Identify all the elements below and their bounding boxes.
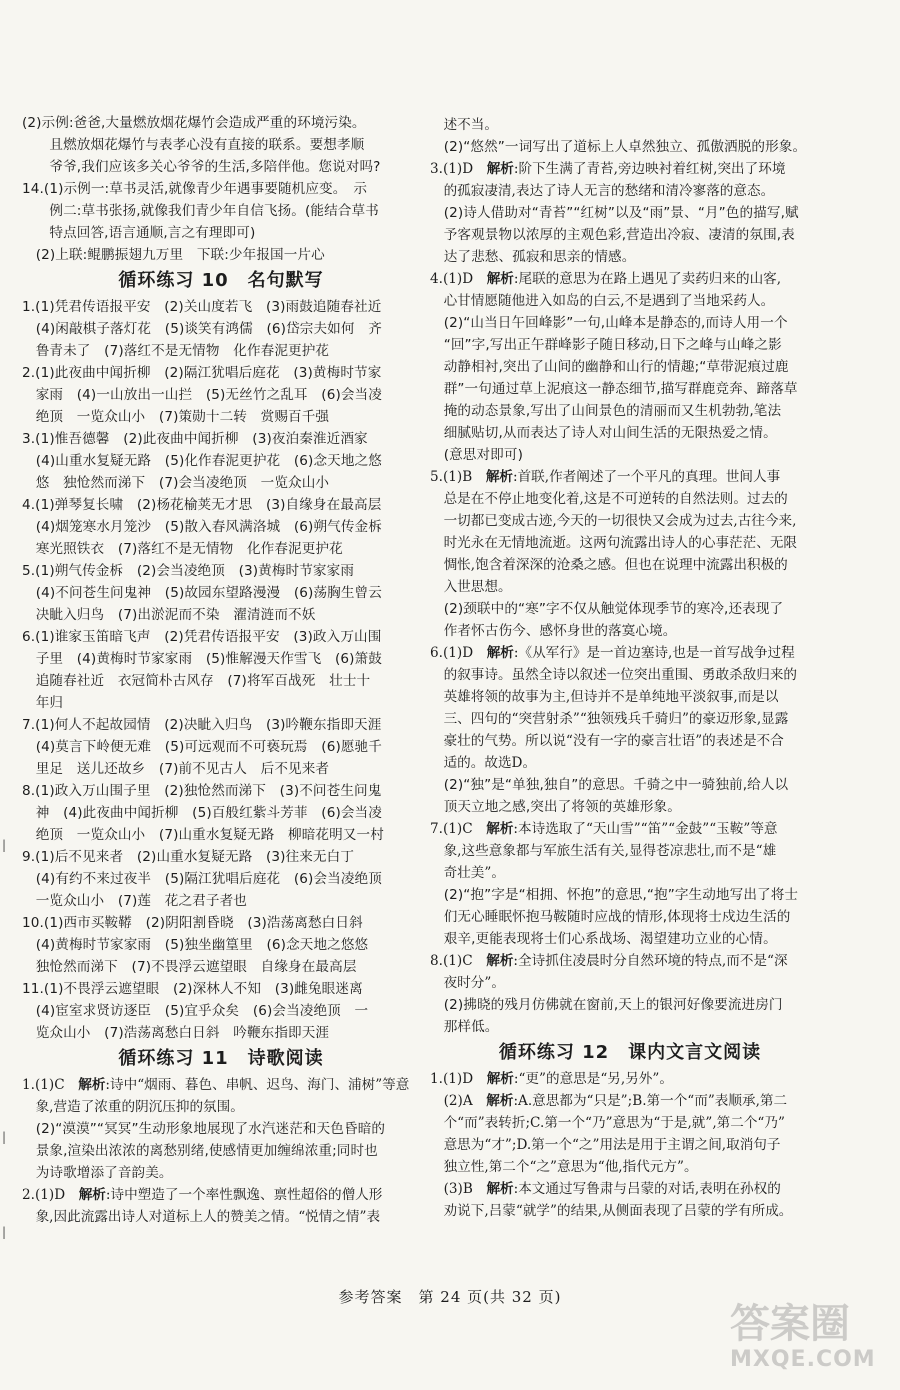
answer-line: 顶天立地之感,突出了将领的英雄形象。	[430, 799, 681, 815]
answer-line: (4)闲敲棋子落灯花 (5)谈笑有鸿儒 (6)岱宗夫如何 齐	[22, 321, 382, 337]
answer-line: 象,营造了浓重的阴沉压抑的氛围。	[22, 1099, 244, 1115]
answer-line: (4)山重水复疑无路 (5)化作春泥更护花 (6)念天地之悠	[22, 453, 382, 469]
analysis-keyword: 解析	[486, 645, 514, 661]
answer-line: (4)莫言下岭便无难 (5)可远观而不可亵玩焉 (6)愿驰千	[22, 739, 382, 755]
answer-line: 1.(1)C 解析:诗中“烟雨、暮色、串帆、迟鸟、海门、浦树”等意	[22, 1077, 410, 1093]
answer-line: 里足 送儿还故乡 (7)前不见古人 后不见来者	[22, 761, 330, 777]
answer-line: 独怆然而涕下 (7)不畏浮云遮望眼 自缘身在最高层	[22, 959, 357, 975]
answer-line: 达了悲愁、孤寂和思亲的情感。	[430, 249, 636, 265]
answer-line: 10.(1)西市买鞍鞯 (2)阴阳割昏晓 (3)浩荡离愁白日斜	[22, 915, 363, 931]
answer-line: “回”字,写出正午群峰影子随日移动,日下之峰与山峰之影	[430, 337, 782, 353]
page-footer: 参考答案 第 24 页(共 32 页)	[338, 1288, 562, 1306]
answer-line: 8.(1)政入万山围子里 (2)独怆然而涕下 (3)不问苍生问鬼	[22, 783, 382, 799]
answer-line: 艰辛,更能表现将士们心系战场、渴望建功立业的心情。	[430, 931, 777, 947]
answer-line: 那样低。	[430, 1019, 499, 1035]
answer-line: 且燃放烟花爆竹与表孝心没有直接的联系。要想孝顺	[22, 137, 365, 153]
answer-line: 英雄将领的故事为主,但诗并不是单纯地平淡叙事,而是以	[430, 689, 779, 705]
answer-line: 2.(1)D 解析:诗中塑造了一个率性飘逸、禀性超俗的僧人形	[22, 1187, 383, 1203]
answer-line: 一切都已变成古迹,今天的一切很快又会成为过去,古往今来,	[430, 513, 797, 529]
answer-line: 6.(1)谁家玉笛暗飞声 (2)凭君传语报平安 (3)政入万山围	[22, 629, 382, 645]
answer-line: 象,这些意象都与军旅生活有关,显得苍凉悲壮,而不是“雄	[430, 843, 777, 859]
answer-line: 掩的动态景象,写出了山间景色的清丽而又生机勃勃,笔法	[430, 403, 782, 419]
answer-line: 意思为“才”;D.第一个“之”用法是用于主谓之间,取消句子	[430, 1137, 781, 1153]
answer-line: (2)拂晓的残月仿佛就在窗前,天上的银河好像要流进房门	[430, 997, 783, 1013]
answer-line: 作者怀古伤今、感怀身世的落寞心境。	[430, 623, 677, 639]
analysis-keyword: 解析	[486, 1181, 514, 1197]
analysis-keyword: 解析	[78, 1187, 106, 1203]
answer-line: 览众山小 (7)浩荡离愁白日斜 吟鞭东指即天涯	[22, 1025, 330, 1041]
answer-line: 奇壮美”。	[430, 865, 505, 881]
answer-line: 细腻贴切,从而表达了诗人对山间生活的无限热爱之情。	[430, 425, 777, 441]
left-column	[22, 112, 420, 1228]
answer-line: 独立性,第二个“之”意思为“他,指代元方”。	[430, 1159, 698, 1175]
answer-line: 鲁青未了 (7)落红不是无情物 化作春泥更护花	[22, 343, 330, 359]
answer-line: 适的。故选D。	[430, 755, 537, 771]
answer-line: 豪壮的气势。所以说“没有一字的豪言壮语”的表述是不合	[430, 733, 784, 749]
answer-line: 1.(1)凭君传语报平安 (2)关山度若飞 (3)雨鼓追随春社近	[22, 299, 382, 315]
answer-line: (2)“漠漠”“冥冥”生动形象地展现了水汽迷茫和天色昏暗的	[22, 1121, 386, 1137]
answer-line: (2)“山当日午回峰影”一句,山峰本是静态的,而诗人用一个	[430, 315, 788, 331]
margin-mark: |	[2, 838, 7, 852]
answer-line: 家雨 (4)一山放出一山拦 (5)无丝竹之乱耳 (6)会当凌	[22, 387, 382, 403]
answer-line: (2)“抱”字是“相拥、怀抱”的意思,“抱”字生动地写出了将士	[430, 887, 799, 903]
answer-line: 景象,渲染出浓浓的离愁别绪,使感情更加缠绵浓重;同时也	[22, 1143, 378, 1159]
answer-line: 3.(1)惟吾德馨 (2)此夜曲中闻折柳 (3)夜泊秦淮近酒家	[22, 431, 368, 447]
analysis-keyword: 解析	[486, 953, 514, 969]
answer-line: (3)B 解析:本文通过写鲁肃与吕蒙的对话,表明在孙权的	[430, 1181, 781, 1197]
answer-line: 惆怅,饱含着深深的沧桑之感。但也在说理中流露出积极的	[430, 557, 788, 573]
answer-line: 3.(1)D 解析:阶下生满了青苔,旁边映衬着红树,突出了环境	[430, 161, 786, 177]
answer-line: 的叙事诗。虽然全诗以叙述一位突出重围、勇敢杀敌归来的	[430, 667, 798, 683]
answer-line: 动静相衬,突出了山间的幽静和山行的情趣;“草带泥痕过鹿	[430, 359, 789, 375]
answer-line: 的孤寂凄清,表达了诗人无言的愁绪和清冷寥落的意态。	[430, 183, 775, 199]
section-heading: 循环练习 11 诗歌阅读	[118, 1048, 324, 1069]
answer-line: 三、四句的“突营射杀”“独领残兵千骑归”的豪迈形象,显露	[430, 711, 789, 727]
answer-line: 群”一句通过草上泥痕这一静态细节,描写群鹿竞奔、蹄落草	[430, 381, 798, 397]
answer-line: (2)颈联中的“寒”字不仅从触觉体现季节的寒冷,还表现了	[430, 601, 784, 617]
answer-line: 为诗歌增添了音韵美。	[22, 1165, 173, 1181]
answer-line: 5.(1)朔气传金柝 (2)会当凌绝顶 (3)黄梅时节家家雨	[22, 563, 355, 579]
analysis-keyword: 解析	[486, 1071, 514, 1087]
answer-line: (2)“独”是“单独,独自”的意思。千骑之中一骑独前,给人以	[430, 777, 789, 793]
answer-line: 们无心睡眠怀抱马鞍随时应战的情形,体现将士戍边生活的	[430, 909, 791, 925]
watermark-cn: 答案圈	[730, 1301, 850, 1347]
answer-line: 特点回答,语言通顺,言之有理即可)	[22, 225, 256, 241]
answer-line: 6.(1)D 解析:《从军行》是一首边塞诗,也是一首写战争过程	[430, 645, 795, 661]
watermark-en: MXQE.COM	[730, 1347, 876, 1372]
margin-mark: |	[2, 1225, 7, 1239]
analysis-keyword: 解析	[486, 161, 514, 177]
answer-line: (4)不问苍生问鬼神 (5)故园东望路漫漫 (6)荡胸生曾云	[22, 585, 382, 601]
analysis-keyword: 解析	[78, 1077, 106, 1093]
answer-line: (4)有约不来过夜半 (5)隔江犹唱后庭花 (6)会当凌绝顶	[22, 871, 382, 887]
answer-line: (4)黄梅时节家家雨 (5)独坐幽篁里 (6)念天地之悠悠	[22, 937, 369, 953]
answer-line: 7.(1)何人不起故园情 (2)决眦入归鸟 (3)吟鞭东指即天涯	[22, 717, 382, 733]
answer-line: 时光永在无情地流逝。这两句流露出诗人的心事茫茫、无限	[430, 535, 798, 551]
answer-line: 劝说下,吕蒙“就学”的结果,从侧面表现了吕蒙的学有所成。	[430, 1203, 793, 1219]
answer-line: 7.(1)C 解析:本诗选取了“天山雪”“笛”“金鼓”“玉鞍”等意	[430, 821, 778, 837]
answer-line: 象,因此流露出诗人对道标上人的赞美之情。“悦情之情”表	[22, 1209, 381, 1225]
answer-line: (2)诗人借助对“青苔”“红树”以及“雨”景、“月”色的描写,赋	[430, 205, 799, 221]
answer-line: 夜时分”。	[430, 975, 505, 991]
answer-line: 神 (4)此夜曲中闻折柳 (5)百般红紫斗芳菲 (6)会当凌	[22, 805, 382, 821]
answer-line: 9.(1)后不见来者 (2)山重水复疑无路 (3)往来无白丁	[22, 849, 355, 865]
answer-line: 一览众山小 (7)莲 花之君子者也	[22, 893, 247, 909]
answer-line: 2.(1)此夜曲中闻折柳 (2)隔江犹唱后庭花 (3)黄梅时节家	[22, 365, 382, 381]
watermark-logo	[730, 1300, 880, 1384]
answer-line: 14.(1)示例一:草书灵活,就像青少年遇事要随机应变。 示	[22, 181, 368, 197]
answer-line: 8.(1)C 解析:全诗抓住凌晨时分自然环境的特点,而不是“深	[430, 953, 788, 969]
answer-line: 决眦入归鸟 (7)出淤泥而不染 濯清涟而不妖	[22, 607, 316, 623]
answer-line: 绝顶 一览众山小 (7)策勋十二转 赏赐百千强	[22, 409, 330, 425]
right-column	[430, 114, 830, 1222]
answer-line: (4)烟笼寒水月笼沙 (5)散入春风满洛城 (6)朔气传金柝	[22, 519, 382, 535]
answer-line: 年归	[22, 695, 64, 711]
answer-line: 4.(1)弹琴复长啸 (2)杨花榆荚无才思 (3)自缘身在最高层	[22, 497, 382, 513]
section-heading: 循环练习 12 课内文言文阅读	[498, 1042, 762, 1063]
answer-line: (2)上联:鲲鹏振翅九万里 下联:少年报国一片心	[22, 247, 325, 263]
answer-line: 寒光照铁衣 (7)落红不是无情物 化作春泥更护花	[22, 541, 343, 557]
analysis-keyword: 解析	[486, 821, 514, 837]
answer-line: (2)“悠然”一词写出了道标上人卓然独立、孤傲洒脱的形象。	[430, 139, 807, 155]
margin-mark: |	[2, 1130, 7, 1144]
answer-line: 述不当。	[430, 117, 498, 133]
answer-line: (2)示例:爸爸,大量燃放烟花爆竹会造成严重的环境污染。	[22, 115, 366, 131]
answer-line: 悠 独怆然而涕下 (7)会当凌绝顶 一览众山小	[22, 475, 330, 491]
answer-line: 心甘情愿随他进入如岛的白云,不是遇到了当地采药人。	[430, 293, 775, 309]
answer-line: 1.(1)D 解析:“更”的意思是“另,另外”。	[430, 1071, 673, 1087]
section-heading: 循环练习 10 名句默写	[118, 270, 324, 291]
analysis-keyword: 解析	[485, 469, 513, 485]
analysis-keyword: 解析	[486, 271, 514, 287]
answer-line: 11.(1)不畏浮云遮望眼 (2)深林人不知 (3)雌兔眼迷离	[22, 981, 363, 997]
answer-line: (4)宦室求贤访逐臣 (5)宜乎众矣 (6)会当凌绝顶 一	[22, 1003, 369, 1019]
answer-line: 爷爷,我们应该多关心爷爷的生活,多陪伴他。您说对吗?	[22, 159, 381, 175]
answer-line: 入世思想。	[430, 579, 512, 595]
answer-line: 例二:草书张扬,就像我们青少年自信飞扬。(能结合草书	[22, 203, 379, 219]
answer-line: 绝顶 一览众山小 (7)山重水复疑无路 柳暗花明又一村	[22, 827, 384, 843]
answer-line: 4.(1)D 解析:尾联的意思为在路上遇见了卖药归来的山客,	[430, 271, 782, 287]
answer-line: 个“而”表转折;C.第一个“乃”意思为“于是,就”,第二个“乃”	[430, 1115, 785, 1131]
answer-line: 子里 (4)黄梅时节家家雨 (5)惟解漫天作雪飞 (6)箫鼓	[22, 651, 382, 667]
analysis-keyword: 解析	[486, 1093, 514, 1109]
answer-line: 予客观景物以浓厚的主观色彩,营造出冷寂、凄清的氛围,表	[430, 227, 795, 243]
answer-line: (意思对即可)	[430, 447, 523, 463]
answer-line: 追随春社近 衣冠简朴古风存 (7)将军百战死 壮士十	[22, 673, 371, 689]
answer-line: 5.(1)B 解析:首联,作者阐述了一个平凡的真理。世间人事	[430, 469, 781, 485]
answer-line: (2)A 解析:A.意思都为“只是”;B.第一个“而”表顺承,第二	[430, 1093, 788, 1109]
answer-line: 总是在不停止地变化着,这是不可逆转的自然法则。过去的	[430, 491, 788, 507]
